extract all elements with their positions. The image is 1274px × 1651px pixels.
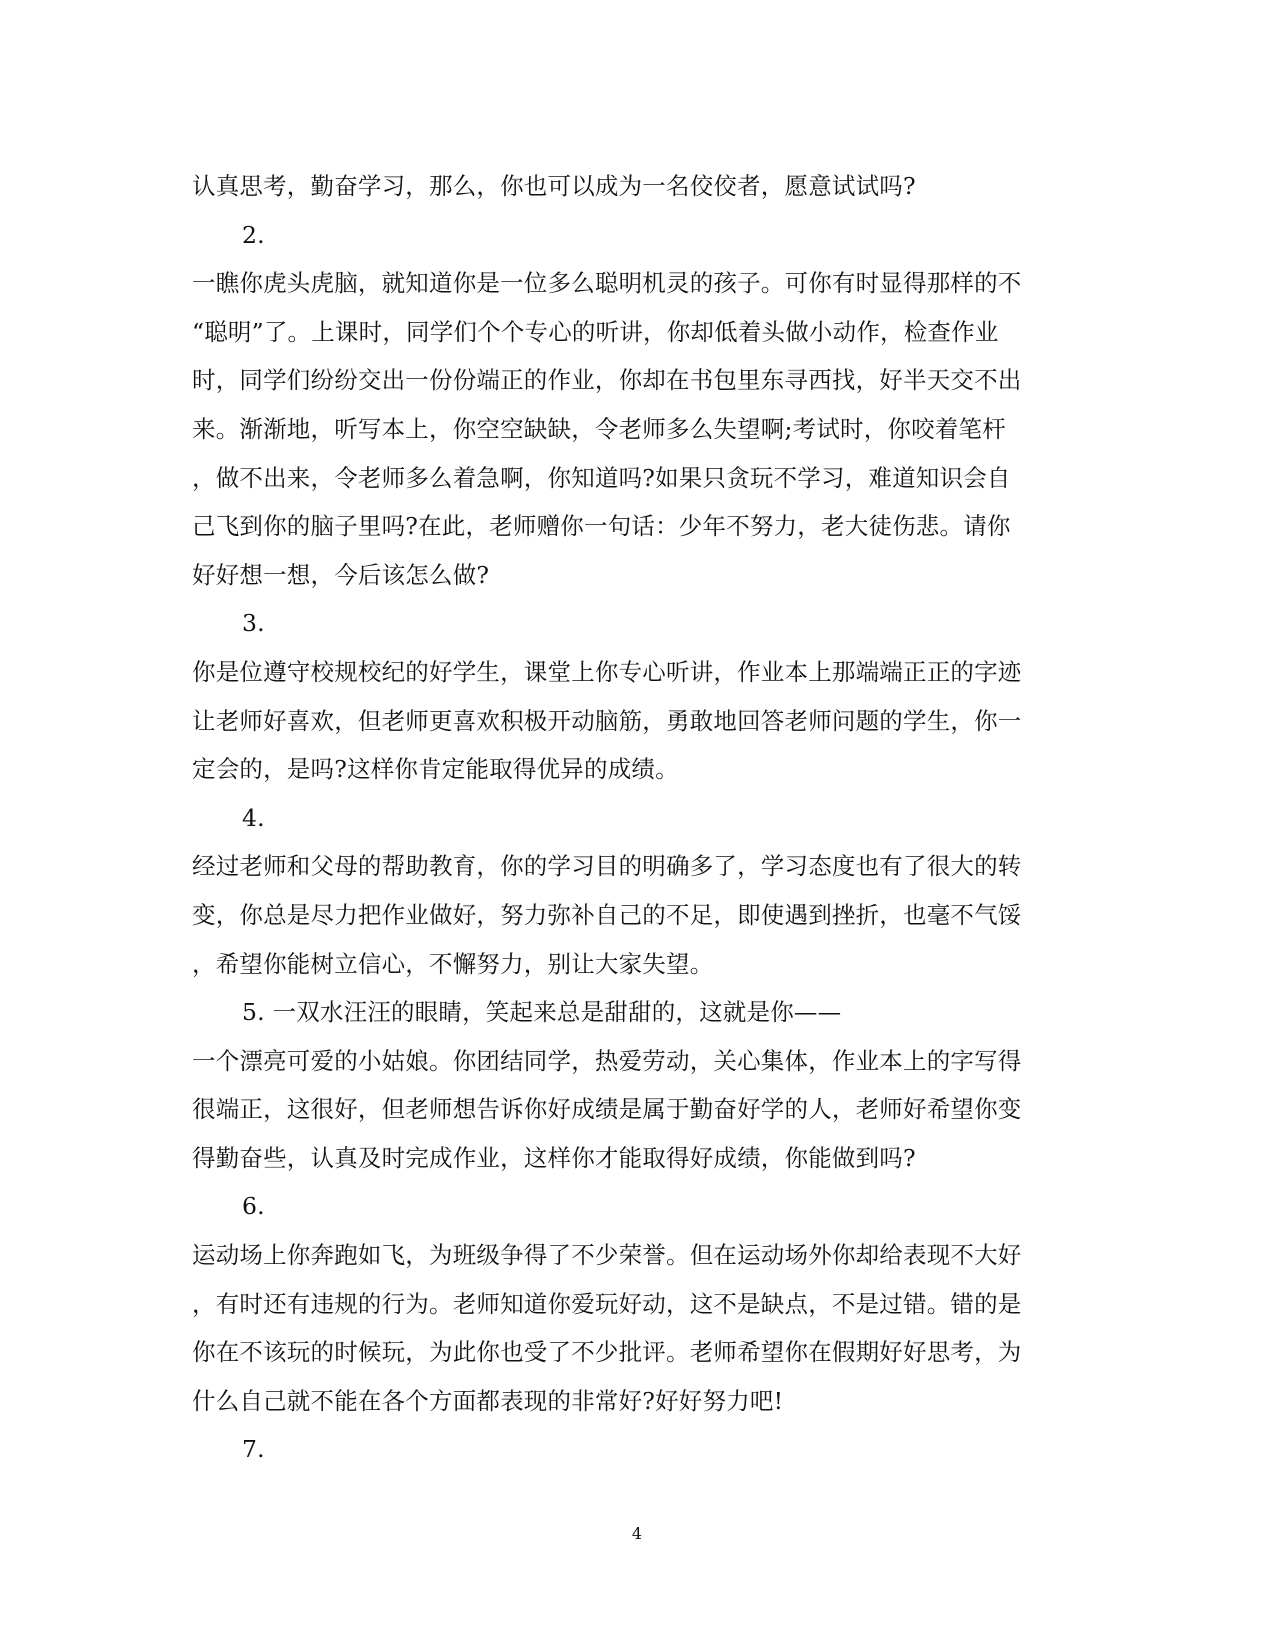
text-line: 你在不该玩的时候玩，为此你也受了不少批评。老师希望你在假期好好思考，为 bbox=[192, 1338, 1022, 1367]
text-line: ，有时还有违规的行为。老师知道你爱玩好动，这不是缺点，不是过错。错的是 bbox=[192, 1289, 1022, 1318]
text-line: ，希望你能树立信心，不懈努力，别让大家失望。 bbox=[192, 949, 714, 978]
item-number: 2. bbox=[242, 220, 265, 249]
text-line: 变，你总是尽力把作业做好，努力弥补自己的不足，即使遇到挫折，也毫不气馁 bbox=[192, 900, 1022, 929]
text-line: 经过老师和父母的帮助教育，你的学习目的明确多了，学习态度也有了很大的转 bbox=[192, 852, 1022, 881]
text-line: ，做不出来，令老师多么着急啊，你知道吗?如果只贪玩不学习，难道知识会自 bbox=[192, 463, 1011, 492]
text-line: 一个漂亮可爱的小姑娘。你团结同学，热爱劳动，关心集体，作业本上的字写得 bbox=[192, 1046, 1022, 1075]
text-line: 时，同学们纷纷交出一份份端正的作业，你却在书包里东寻西找，好半天交不出 bbox=[192, 366, 1022, 395]
text-line: 认真思考，勤奋学习，那么，你也可以成为一名佼佼者，愿意试试吗? bbox=[192, 172, 916, 200]
item-number: 7. bbox=[242, 1435, 265, 1464]
text-line: 运动场上你奔跑如飞，为班级争得了不少荣誉。但在运动场外你却给表现不大好 bbox=[192, 1241, 1022, 1270]
text-line: 来。渐渐地，听写本上，你空空缺缺，令老师多么失望啊;考试时，你咬着笔杆 bbox=[192, 414, 1006, 443]
text-line: 定会的，是吗?这样你肯定能取得优异的成绩。 bbox=[192, 755, 679, 784]
item-number: 4. bbox=[242, 803, 265, 832]
item-heading-line: 5. 一双水汪汪的眼睛，笑起来总是甜甜的，这就是你—— bbox=[242, 998, 842, 1027]
page-number: 4 bbox=[631, 1524, 643, 1543]
text-line: “聪明”了。上课时，同学们个个专心的听讲，你却低着头做小动作，检查作业 bbox=[192, 317, 999, 346]
item-number: 3. bbox=[242, 609, 265, 638]
text-line: 好好想一想，今后该怎么做? bbox=[192, 560, 490, 589]
text-line: 你是位遵守校规校纪的好学生，课堂上你专心听讲，作业本上那端端正正的字迹 bbox=[192, 657, 1022, 686]
text-line: 很端正，这很好，但老师想告诉你好成绩是属于勤奋好学的人，老师好希望你变 bbox=[192, 1095, 1022, 1124]
text-line: 让老师好喜欢，但老师更喜欢积极开动脑筋，勇敢地回答老师问题的学生，你一 bbox=[192, 706, 1022, 735]
text-line: 己飞到你的脑子里吗?在此，老师赠你一句话：少年不努力，老大徒伤悲。请你 bbox=[192, 512, 1011, 541]
text-line: 什么自己就不能在各个方面都表现的非常好?好好努力吧! bbox=[192, 1386, 784, 1415]
text-line: 得勤奋些，认真及时完成作业，这样你才能取得好成绩，你能做到吗? bbox=[192, 1143, 916, 1172]
document-body bbox=[192, 162, 1072, 1474]
text-line: 一瞧你虎头虎脑，就知道你是一位多么聪明机灵的孩子。可你有时显得那样的不 bbox=[192, 269, 1022, 298]
item-number: 6. bbox=[242, 1192, 265, 1221]
